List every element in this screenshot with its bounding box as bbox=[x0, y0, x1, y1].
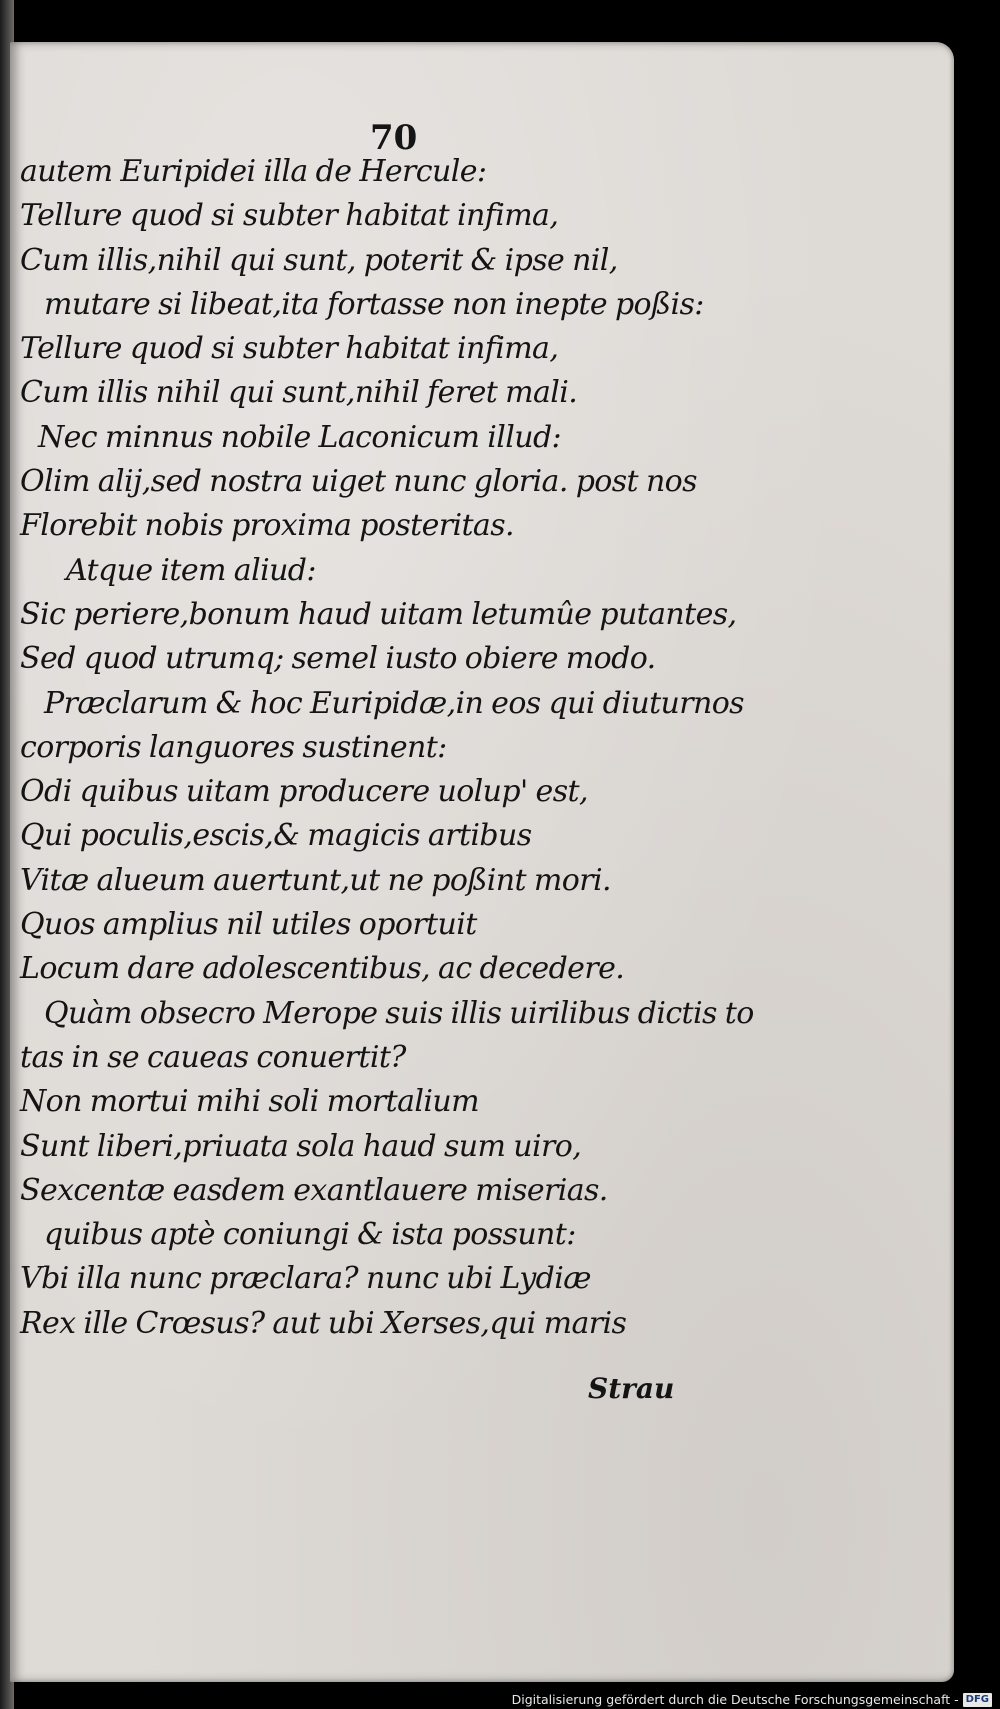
text-line: Cum illis nihil qui sunt,nihil feret mali. bbox=[20, 375, 578, 411]
text-line: Tellure quod si subter habitat infima, bbox=[20, 198, 559, 234]
text-line: Quàm obsecro Merope suis illis uirilibus dictis to bbox=[44, 995, 754, 1031]
text-line: Sexcentæ easdem exantlauere miserias. bbox=[20, 1172, 608, 1208]
text-line: Sic periere,bonum haud uitam letumûe putantes, bbox=[20, 596, 737, 632]
text-line: Quos amplius nil utiles oportuit bbox=[20, 907, 477, 943]
text-line: Qui poculis,escis,& magicis artibus bbox=[20, 818, 532, 854]
text-line: Præclarum & hoc Euripidæ,in eos qui diuturnos bbox=[44, 685, 744, 721]
credit-text: Digitalisierung gefördert durch die Deutsche Forschungsgemeinschaft - bbox=[511, 1692, 959, 1707]
text-line: corporis languores sustinent: bbox=[20, 729, 447, 765]
text-line: autem Euripidei illa de Hercule: bbox=[20, 154, 487, 189]
text-line: tas in se caueas conuertit? bbox=[20, 1039, 406, 1075]
text-line: Olim alij,sed nostra uiget nunc gloria. post nos bbox=[20, 464, 697, 500]
text-line: Vbi illa nunc præclara? nunc ubi Lydiæ bbox=[20, 1261, 591, 1297]
text-line: Cum illis,nihil qui sunt, poterit & ipse nil, bbox=[20, 242, 618, 278]
text-line: Sed quod utrumq; semel iusto obiere modo. bbox=[20, 641, 656, 677]
text-line: Sunt liberi,priuata sola haud sum uiro, bbox=[20, 1128, 582, 1164]
catchword: Strau bbox=[588, 1372, 675, 1405]
dfg-logo: DFG bbox=[963, 1693, 992, 1707]
page-number: 70 bbox=[370, 118, 418, 158]
text-line: Vitæ alueum auertunt,ut ne poßint mori. bbox=[20, 862, 611, 898]
text-line: quibus aptè coniungi & ista possunt: bbox=[44, 1217, 576, 1253]
text-line: Rex ille Crœsus? aut ubi Xerses,qui maris bbox=[20, 1305, 627, 1341]
text-line: Locum dare adolescentibus, ac decedere. bbox=[20, 951, 625, 987]
digitization-credit bbox=[512, 1692, 992, 1707]
text-line: mutare si libeat,ita fortasse non inepte poßis: bbox=[44, 286, 704, 322]
text-line: Florebit nobis proxima posteritas. bbox=[20, 508, 514, 544]
text-line: Non mortui mihi soli mortalium bbox=[20, 1084, 479, 1120]
body-text bbox=[20, 150, 754, 1346]
text-line: Tellure quod si subter habitat infima, bbox=[20, 331, 559, 367]
text-line: Nec minnus nobile Laconicum illud: bbox=[38, 419, 562, 455]
text-line: Atque item aliud: bbox=[66, 552, 316, 588]
text-line: Odi quibus uitam producere uolup' est, bbox=[20, 774, 588, 810]
